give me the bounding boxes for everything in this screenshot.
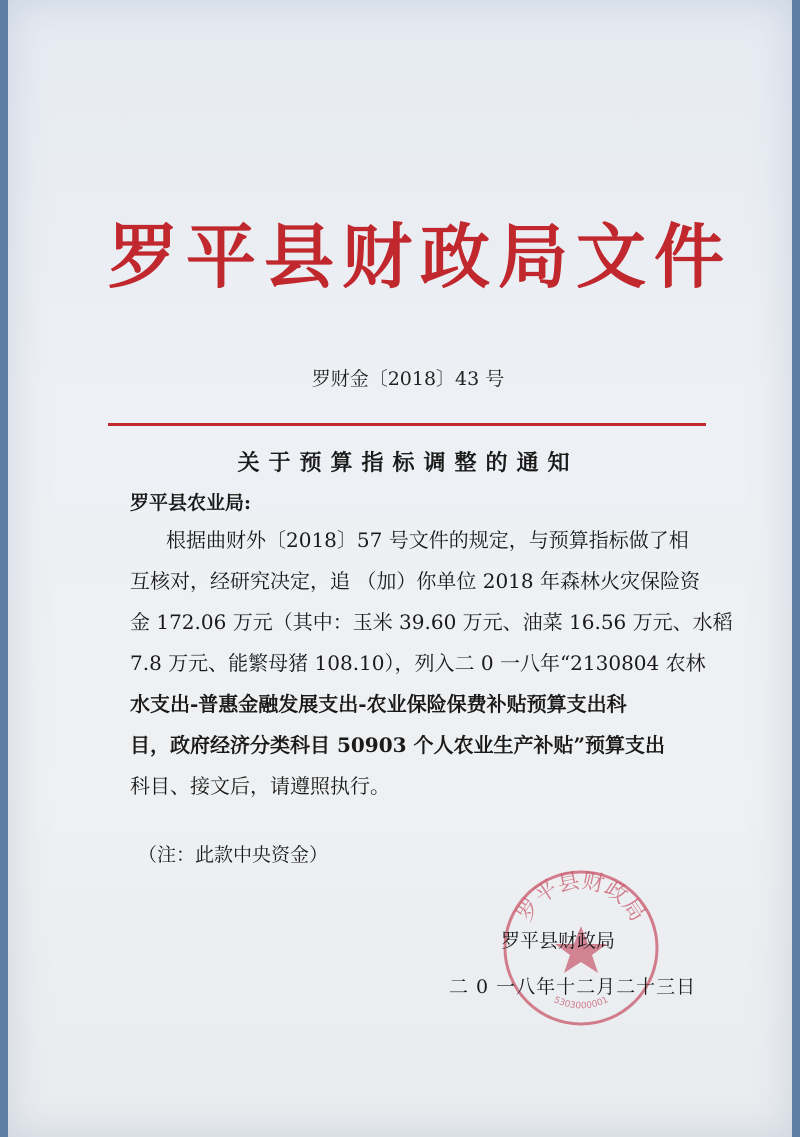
- issue-date: 二 0 一八年十二月二十三日: [449, 976, 697, 998]
- notice-body: [130, 520, 733, 807]
- seal-text: 罗平县财政局: [512, 868, 650, 927]
- body-line: 7.8 万元、能繁母猪 108.10），列入二 0 一八年“2130804 农林: [130, 651, 706, 675]
- funding-note: （注：此款中央资金）: [138, 844, 329, 866]
- body-line: 水支出-普惠金融发展支出-农业保险保费补贴预算支出科: [130, 692, 627, 716]
- body-line: 目，政府经济分类科目 50903 个人农业生产补贴”预算支出: [130, 733, 666, 757]
- body-line: 互核对，经研究决定，追 （加）你单位 2018 年森林火灾保险资: [130, 569, 700, 593]
- body-line: 根据曲财外〔2018〕57 号文件的规定，与预算指标做了相: [166, 528, 689, 552]
- header-title: 罗平县财政局文件: [108, 215, 732, 298]
- seal-code: 5303000001: [552, 995, 610, 1012]
- body-line: 金 172.06 万元（其中：玉米 39.60 万元、油菜 16.56 万元、水稻: [130, 610, 733, 634]
- document-number: 罗财金〔2018〕43 号: [311, 368, 505, 390]
- red-divider: [108, 423, 706, 426]
- issuer-name: 罗平县财政局: [501, 930, 616, 952]
- addressee: 罗平县农业局:: [130, 492, 252, 514]
- body-line: 科目、接文后，请遵照执行。: [130, 774, 390, 798]
- document-page: [8, 0, 792, 1137]
- notice-title: 关于预算指标调整的通知: [237, 450, 579, 476]
